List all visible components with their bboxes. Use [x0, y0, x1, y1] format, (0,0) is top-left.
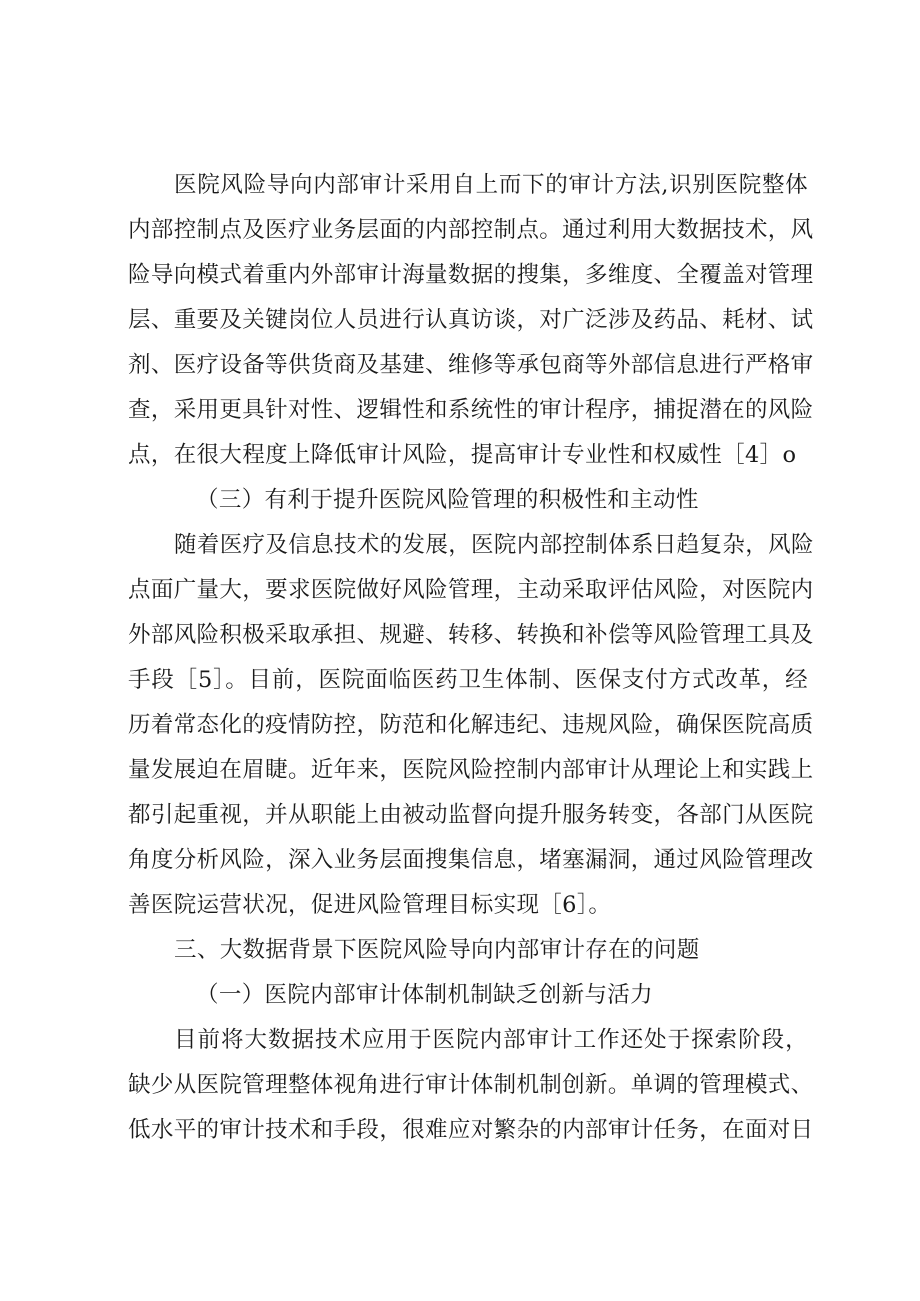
- paragraph-1-line-5: 剂、医疗设备等供货商及基建、维修等承包商等外部信息进行严格审: [128, 352, 814, 378]
- paragraph-1-line-1: 医院风险导向内部审计采用自上而下的审计方法,识别医院整体: [174, 172, 808, 198]
- paragraph-1-line-6: 查，采用更具针对性、逻辑性和系统性的审计程序，捕捉潜在的风险: [128, 397, 814, 423]
- section-heading: 三、大数据背景下医院风险导向内部审计存在的问题: [174, 937, 700, 963]
- paragraph-2-line-3: 外部风险积极采取承担、规避、转移、转换和补偿等风险管理工具及: [128, 622, 814, 648]
- paragraph-2-line-9: 善医院运营状况，促进风险管理目标实现［6］。: [128, 892, 612, 918]
- paragraph-1-line-2: 内部控制点及医疗业务层面的内部控制点。通过利用大数据技术，风: [128, 217, 814, 243]
- paragraph-3-line-1: 目前将大数据技术应用于医院内部审计工作还处于探索阶段，: [174, 1027, 808, 1053]
- paragraph-1-line-7: 点，在很大程度上降低审计风险，提高审计专业性和权威性［4］o: [128, 442, 797, 468]
- paragraph-2-line-8: 角度分析风险，深入业务层面搜集信息，堵塞漏洞，通过风险管理改: [128, 847, 814, 873]
- paragraph-3-line-2: 缺少从医院管理整体视角进行审计体制机制创新。单调的管理模式、: [128, 1072, 814, 1098]
- subheading-1: （一）医院内部审计体制机制缺乏创新与活力: [196, 982, 654, 1008]
- paragraph-2-line-4: 手段［5］。目前，医院面临医药卫生体制、医保支付方式改革，经: [128, 667, 808, 693]
- paragraph-2-line-1: 随着医疗及信息技术的发展，医院内部控制体系日趋复杂，风险: [174, 532, 814, 558]
- paragraph-2-line-5: 历着常态化的疫情防控，防范和化解违纪、违规风险，确保医院高质: [128, 712, 814, 738]
- paragraph-2-line-6: 量发展迫在眉睫。近年来，医院风险控制内部审计从理论上和实践上: [128, 757, 814, 783]
- paragraph-2-line-2: 点面广量大，要求医院做好风险管理，主动采取评估风险，对医院内: [128, 577, 814, 603]
- paragraph-2-line-7: 都引起重视，并从职能上由被动监督向提升服务转变，各部门从医院: [128, 802, 814, 828]
- paragraph-3-line-3: 低水平的审计技术和手段，很难应对繁杂的内部审计任务，在面对日: [128, 1117, 814, 1143]
- subheading-3: （三）有利于提升医院风险管理的积极性和主动性: [196, 487, 699, 513]
- paragraph-1-line-3: 险导向模式着重内外部审计海量数据的搜集，多维度、全覆盖对管理: [128, 262, 814, 288]
- paragraph-1-line-4: 层、重要及关键岗位人员进行认真访谈，对广泛涉及药品、耗材、试: [128, 307, 814, 333]
